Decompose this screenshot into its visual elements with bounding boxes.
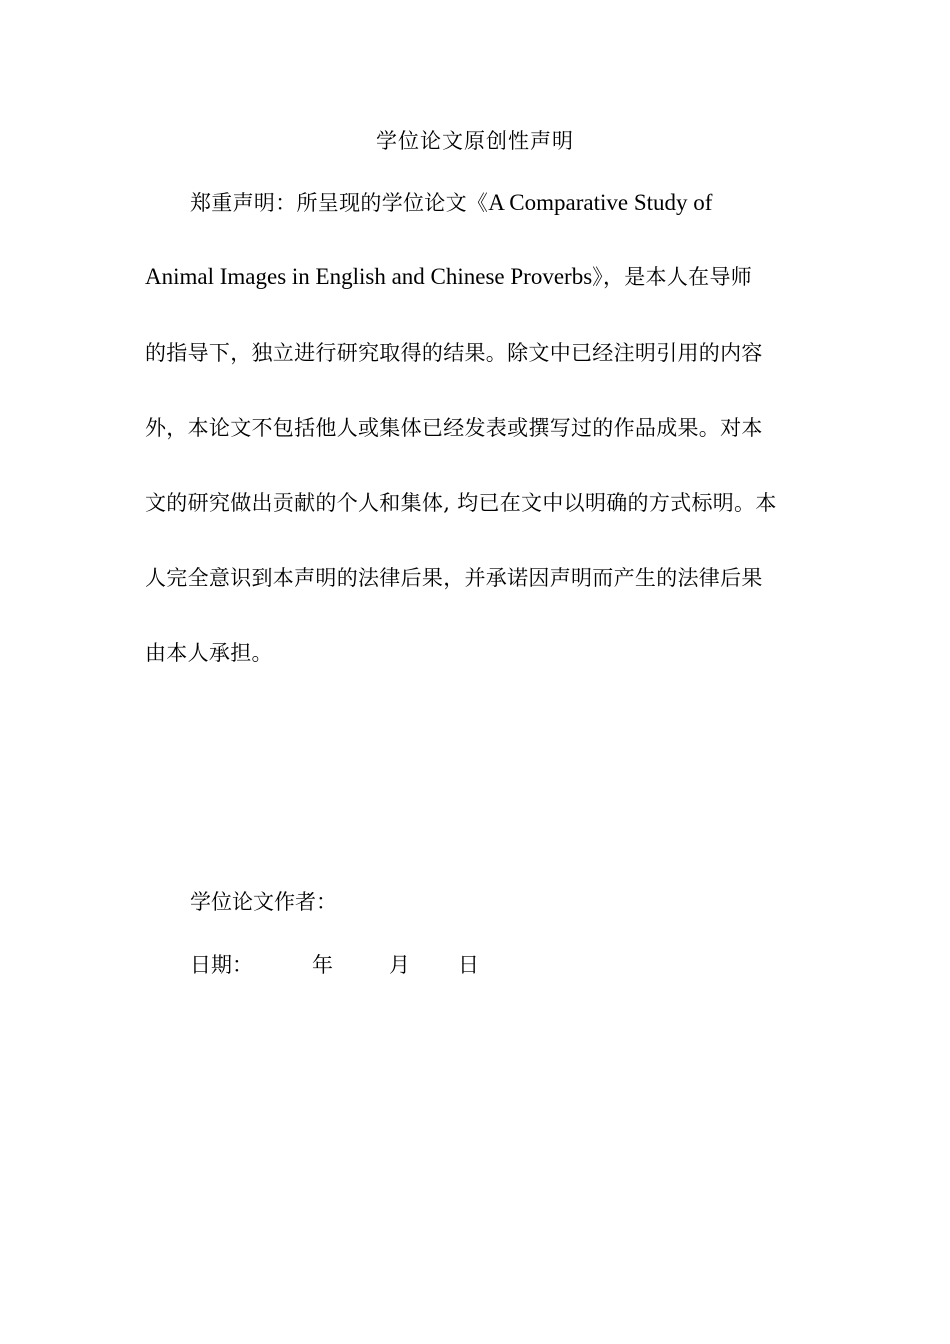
paragraph-line-5: 文的研究做出贡献的个人和集体, 均已在文中以明确的方式标明。本	[145, 491, 777, 515]
date-month-label: 月	[389, 953, 410, 977]
paragraph-line-4: 外，本论文不包括他人或集体已经发表或撰写过的作品成果。对本	[145, 416, 763, 440]
thesis-title-part-1: A Comparative Study of	[488, 190, 713, 215]
paragraph-line-1	[190, 188, 712, 218]
page-title: 学位论文原创性声明	[376, 129, 574, 153]
date-label: 日期：	[190, 953, 253, 977]
paragraph-line-3: 的指导下，独立进行研究取得的结果。除文中已经注明引用的内容	[145, 341, 763, 365]
paragraph-line-1-prefix: 郑重声明：所呈现的学位论文《	[190, 191, 489, 215]
thesis-title-part-2: Animal Images in English and Chinese Proverbs	[145, 264, 593, 289]
paragraph-line-2-suffix: 》，是本人在导师	[592, 265, 753, 289]
paragraph-line-2	[145, 262, 752, 292]
author-signature-label: 学位论文作者：	[190, 890, 337, 914]
paragraph-line-6: 人完全意识到本声明的法律后果，并承诺因声明而产生的法律后果	[145, 566, 763, 590]
date-year-label: 年	[312, 953, 333, 977]
paragraph-line-7: 由本人承担。	[145, 641, 273, 665]
date-day-label: 日	[458, 953, 479, 977]
